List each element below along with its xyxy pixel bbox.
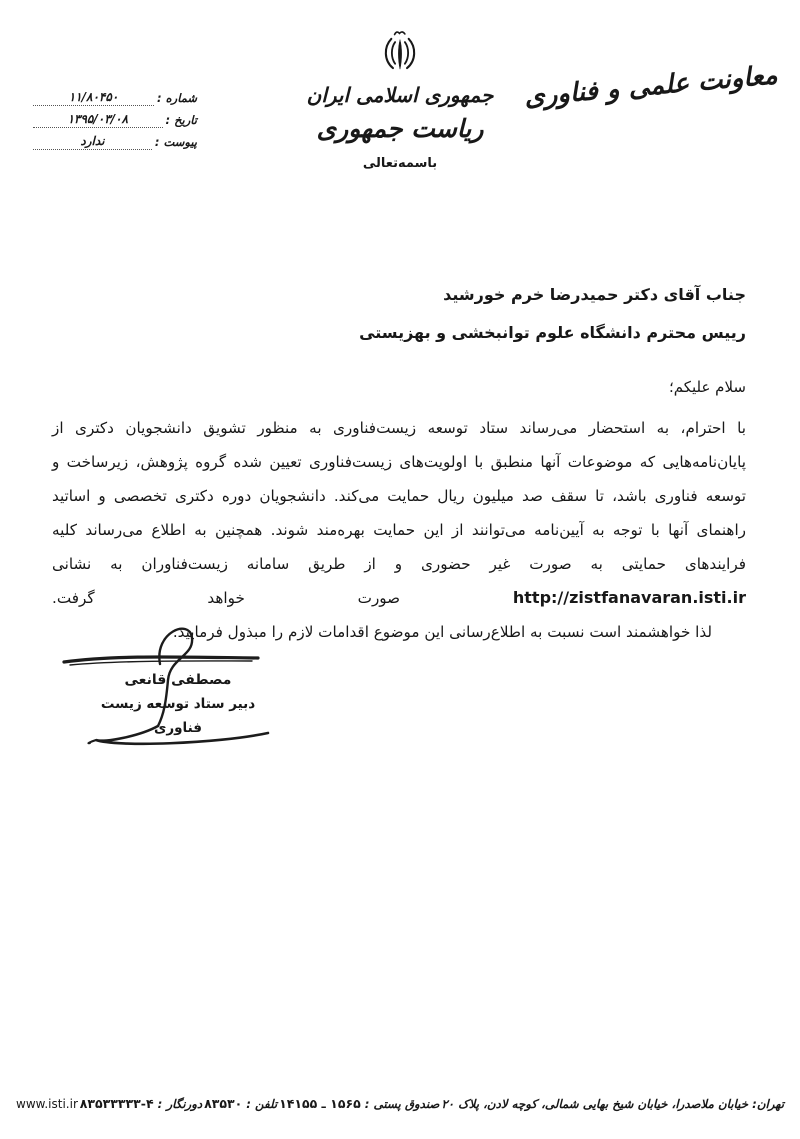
field-row-date	[33, 106, 197, 128]
field-label-attachment: پیوست :	[154, 135, 197, 149]
footer-pobox	[279, 1096, 439, 1111]
footer-address: تهران: خیابان ملاصدرا، خیابان شیخ بهایی شمالی، کوچه لادن، پلاک ۲۰	[441, 1097, 784, 1111]
footer-phone-value: ۸۳۵۳۰	[204, 1096, 243, 1111]
recipient-title: رییس محترم دانشگاه علوم توانبخشی و بهزیستی	[359, 323, 746, 342]
field-label-number: شماره :	[157, 91, 197, 105]
footer-pobox-label: صندوق پستی :	[364, 1097, 440, 1111]
recipient-name: جناب آقای دکتر حمیدرضا خرم خورشید	[443, 285, 746, 304]
footer-fax-value: ۸۳۵۳۳۳۳۳-۴	[79, 1096, 154, 1111]
letter-body	[52, 411, 746, 649]
footer-phone	[204, 1096, 277, 1111]
body-text-after-url: صورت خواهد گرفت.	[52, 589, 513, 607]
closing-line: لذا خواهشمند است نسبت به اطلاع‌رسانی این موضوع اقدامات لازم را مبذول فرمایید.	[172, 623, 712, 641]
body-text-before-url: با احترام، به استحضار می‌رساند ستاد توسعه زیست‌فناوری به منظور تشویق دانشجویان دکتری از پایان‌نامه‌هایی که موضوعات آنها منطبق با اولویت‌های زیست‌فناوری تعیین شده گروه پژوهش، زیرساخت و توسعه فناوری باشد، تا سقف صد میلیون ریال حمایت می‌کند. دانشجویان دوره دکتری تخصصی و اساتید راهنمای آنها با توجه به آیین‌نامه می‌توانند از این حمایت بهره‌مند شوند. همچنین به اطلاع می‌رساند کلیه فرایندهای حمایتی به صورت غیر حضوری و از طریق سامانه زیست‌فناوران به نشانی	[52, 419, 746, 573]
footer-pobox-value: ۱۴۱۵۵ ـ ۱۵۶۵	[279, 1096, 361, 1111]
salutation-line: سلام علیکم؛	[668, 378, 746, 396]
field-row-number	[33, 84, 197, 106]
footer-fax	[80, 1096, 202, 1111]
iran-emblem-icon	[378, 28, 422, 80]
letter-fields	[33, 84, 197, 150]
country-title: جمهوری اسلامی ایران	[306, 83, 494, 107]
body-url: http://zistfanavaran.isti.ir	[512, 588, 746, 607]
field-value-number: ۱۱/۸۰۴۵۰	[33, 89, 154, 106]
letterhead-center	[290, 28, 510, 171]
recipient-block	[359, 276, 746, 352]
signature-block	[76, 668, 280, 740]
field-row-attachment	[33, 128, 197, 150]
signer-title: دبیر ستاد توسعه زیست فناوری	[100, 696, 256, 736]
body-paragraph	[52, 411, 746, 615]
signer-name: مصطفی قانعی	[124, 672, 232, 688]
footer-fax-label: دورنگار :	[157, 1097, 203, 1111]
bismillah-line: باسمه‌تعالی	[362, 156, 438, 171]
department-calligraphy: معاونت علمی و فناوری	[523, 60, 779, 113]
field-label-date: تاریخ :	[165, 113, 197, 127]
presidency-title: ریاست جمهوری	[316, 114, 484, 143]
footer-website: www.isti.ir	[16, 1097, 78, 1111]
field-value-date: ۱۳۹۵/۰۳/۰۸	[33, 111, 163, 128]
field-value-attachment: ندارد	[33, 133, 152, 150]
footer-phone-label: تلفن :	[246, 1097, 278, 1111]
footer	[16, 1096, 784, 1111]
